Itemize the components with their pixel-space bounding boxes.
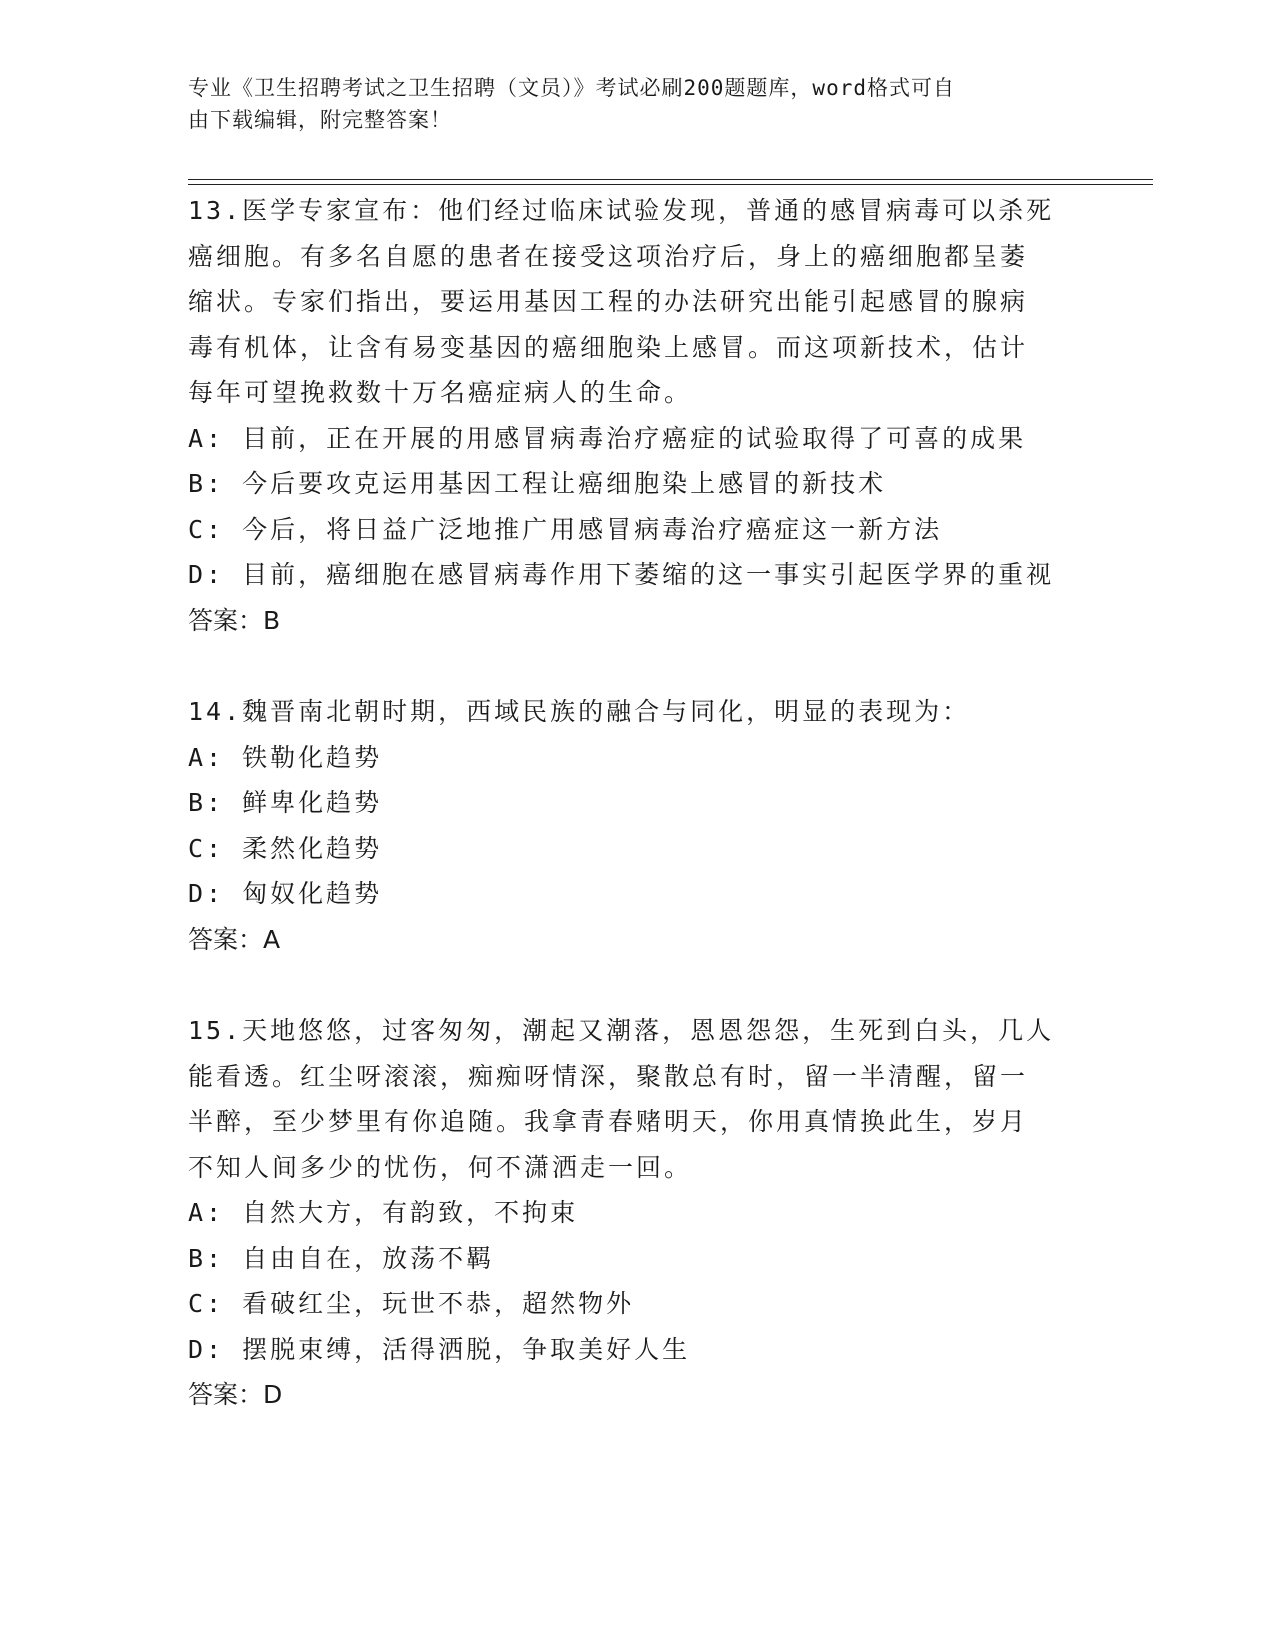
question-stem-line: 15.天地悠悠，过客匆匆，潮起又潮落，恩恩怨怨，生死到白头，几人 [188, 1016, 1055, 1045]
question-stem-line: 14.魏晋南北朝时期，西域民族的融合与同化，明显的表现为： [188, 697, 971, 726]
question-stem-line: 缩状。专家们指出，要运用基因工程的办法研究出能引起感冒的腺病 [188, 287, 1029, 316]
question-stem-line: 癌细胞。有多名自愿的患者在接受这项治疗后，身上的癌细胞都呈萎 [188, 241, 1029, 271]
answer-label: 答案：D [188, 1380, 283, 1409]
option-b: B: 鲜卑化趋势 [188, 788, 383, 817]
answer-label: 答案：B [188, 605, 281, 635]
option-c: C: 看破红尘，玩世不恭，超然物外 [188, 1289, 635, 1318]
question-stem-line: 不知人间多少的忧伤，何不潇洒走一回。 [188, 1152, 693, 1182]
header-divider-bottom [188, 184, 1153, 185]
header-line-1: 专业《卫生招聘考试之卫生招聘（文员）》考试必刷200题题库，word格式可自 [188, 76, 955, 100]
question-stem-line: 半醉，至少梦里有你追随。我拿青春赌明天，你用真情换此生，岁月 [188, 1107, 1029, 1136]
question-stem-line: 每年可望挽救数十万名癌症病人的生命。 [188, 378, 693, 407]
question-stem-line: 能看透。红尘呀滚滚，痴痴呀情深，聚散总有时，留一半清醒，留一 [188, 1061, 1029, 1091]
question-spacer [188, 643, 1088, 689]
question-13 [188, 188, 1088, 643]
question-stem-line: 13.医学专家宣布：他们经过临床试验发现，普通的感冒病毒可以杀死 [188, 196, 1055, 225]
option-a: A: 目前，正在开展的用感冒病毒治疗癌症的试验取得了可喜的成果 [188, 423, 1027, 453]
question-list [188, 188, 1088, 1418]
document-header [188, 72, 1088, 136]
header-line-2: 由下载编辑，附完整答案！ [188, 108, 452, 132]
header-divider-top [188, 179, 1153, 180]
question-stem-line: 毒有机体，让含有易变基因的癌细胞染上感冒。而这项新技术，估计 [188, 332, 1029, 362]
option-b: B: 今后要攻克运用基因工程让癌细胞染上感冒的新技术 [188, 469, 887, 498]
question-15 [188, 1008, 1088, 1418]
question-spacer [188, 962, 1088, 1008]
option-a: A: 铁勒化趋势 [188, 742, 383, 772]
option-a: A: 自然大方，有韵致，不拘束 [188, 1198, 579, 1227]
option-d: D: 匈奴化趋势 [188, 879, 383, 908]
answer-label: 答案：A [188, 924, 281, 954]
question-14 [188, 689, 1088, 962]
option-d: D: 目前，癌细胞在感冒病毒作用下萎缩的这一事实引起医学界的重视 [188, 560, 1055, 589]
option-d: D: 摆脱束缚，活得洒脱，争取美好人生 [188, 1334, 691, 1364]
option-b: B: 自由自在，放荡不羁 [188, 1243, 495, 1273]
option-c: C: 柔然化趋势 [188, 833, 383, 863]
option-c: C: 今后，将日益广泛地推广用感冒病毒治疗癌症这一新方法 [188, 514, 943, 544]
